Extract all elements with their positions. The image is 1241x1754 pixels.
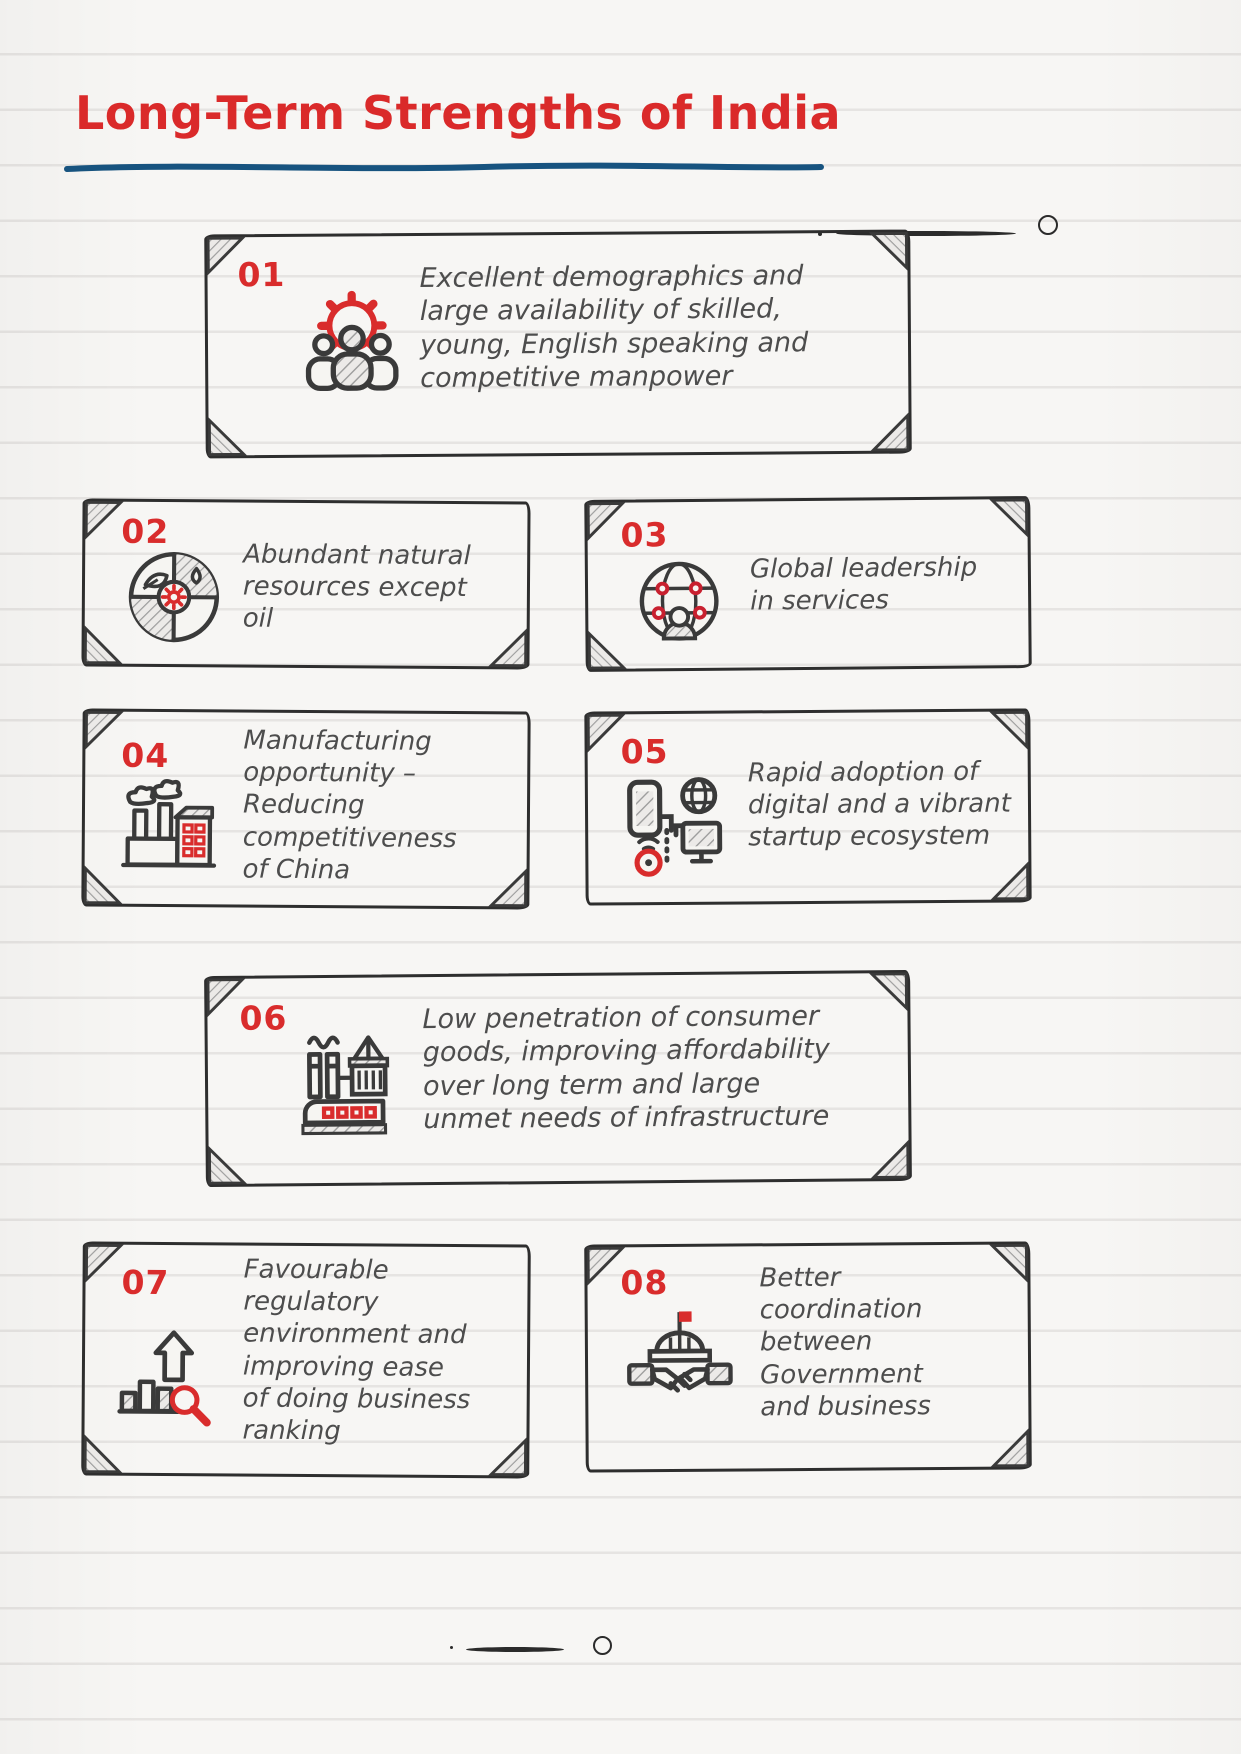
- natural-resources-icon: [123, 546, 226, 649]
- card-text: Low penetration of consumer goods, improving affordability over long term and large unmet needs of infrastructure: [422, 1000, 830, 1136]
- corner-fold-icon: [84, 1242, 124, 1282]
- corner-fold-icon: [869, 231, 909, 271]
- strength-card-02: [81, 498, 530, 669]
- strength-card-08: [584, 1241, 1032, 1472]
- card-text: Better coordination between Government and business: [759, 1262, 931, 1423]
- infrastructure-industry-icon: [286, 1025, 405, 1144]
- strength-card-03: [584, 496, 1031, 672]
- corner-fold-icon: [989, 709, 1029, 749]
- strength-card-01: [204, 230, 912, 459]
- strength-card-05: [584, 708, 1031, 905]
- corner-fold-icon: [869, 971, 909, 1011]
- digital-startup-icon: [616, 766, 732, 882]
- card-number: 02: [121, 511, 170, 552]
- corner-fold-icon: [870, 413, 910, 453]
- global-services-network-icon: [630, 554, 729, 653]
- card-number: 04: [121, 735, 170, 776]
- corner-fold-icon: [82, 625, 122, 665]
- card-number: 05: [620, 731, 669, 772]
- decor-line-bottom: [466, 1647, 564, 1652]
- corner-fold-icon: [989, 497, 1029, 537]
- decor-circle-top: [1038, 215, 1058, 235]
- ease-of-business-growth-icon: [111, 1317, 224, 1430]
- corner-fold-icon: [989, 1242, 1029, 1282]
- card-number: 08: [620, 1262, 669, 1303]
- corner-fold-icon: [488, 868, 528, 908]
- card-number: 07: [121, 1262, 170, 1303]
- card-text: Favourable regulatory environment and improving ease of doing business ranking: [242, 1254, 471, 1447]
- corner-fold-icon: [82, 1434, 122, 1474]
- corner-fold-icon: [488, 628, 528, 668]
- corner-fold-icon: [83, 499, 123, 539]
- corner-fold-icon: [207, 417, 247, 457]
- title-underline: [64, 160, 824, 174]
- card-text: Global leadership in services: [749, 552, 978, 617]
- card-number: 03: [620, 515, 669, 555]
- corner-fold-icon: [488, 1437, 528, 1477]
- card-text: Manufacturing opportunity – Reducing competitiveness of China: [242, 725, 457, 886]
- corner-fold-icon: [990, 861, 1030, 901]
- card-number: 01: [237, 254, 286, 295]
- page-title: Long-Term Strengths of India: [75, 86, 842, 140]
- strength-card-07: [81, 1241, 531, 1478]
- card-text: Abundant natural resources except oil: [242, 539, 471, 635]
- strength-card-04: [81, 708, 530, 909]
- decor-dot-bottom: [450, 1646, 453, 1649]
- corner-fold-icon: [586, 631, 626, 671]
- card-text: Rapid adoption of digital and a vibrant startup ecosystem: [747, 756, 1011, 853]
- corner-fold-icon: [991, 1428, 1031, 1468]
- card-number: 06: [239, 998, 288, 1038]
- strength-card-06: [204, 970, 912, 1187]
- demographics-workforce-icon: [293, 278, 412, 397]
- corner-fold-icon: [871, 1140, 911, 1180]
- corner-fold-icon: [207, 1146, 247, 1186]
- corner-fold-icon: [83, 709, 123, 749]
- card-text: Excellent demographics and large availability of skilled, young, English speaking and competitive manpower: [419, 260, 809, 395]
- manufacturing-factory-icon: [114, 774, 223, 883]
- government-business-handshake-icon: [620, 1303, 736, 1419]
- decor-circle-bottom: [593, 1636, 612, 1655]
